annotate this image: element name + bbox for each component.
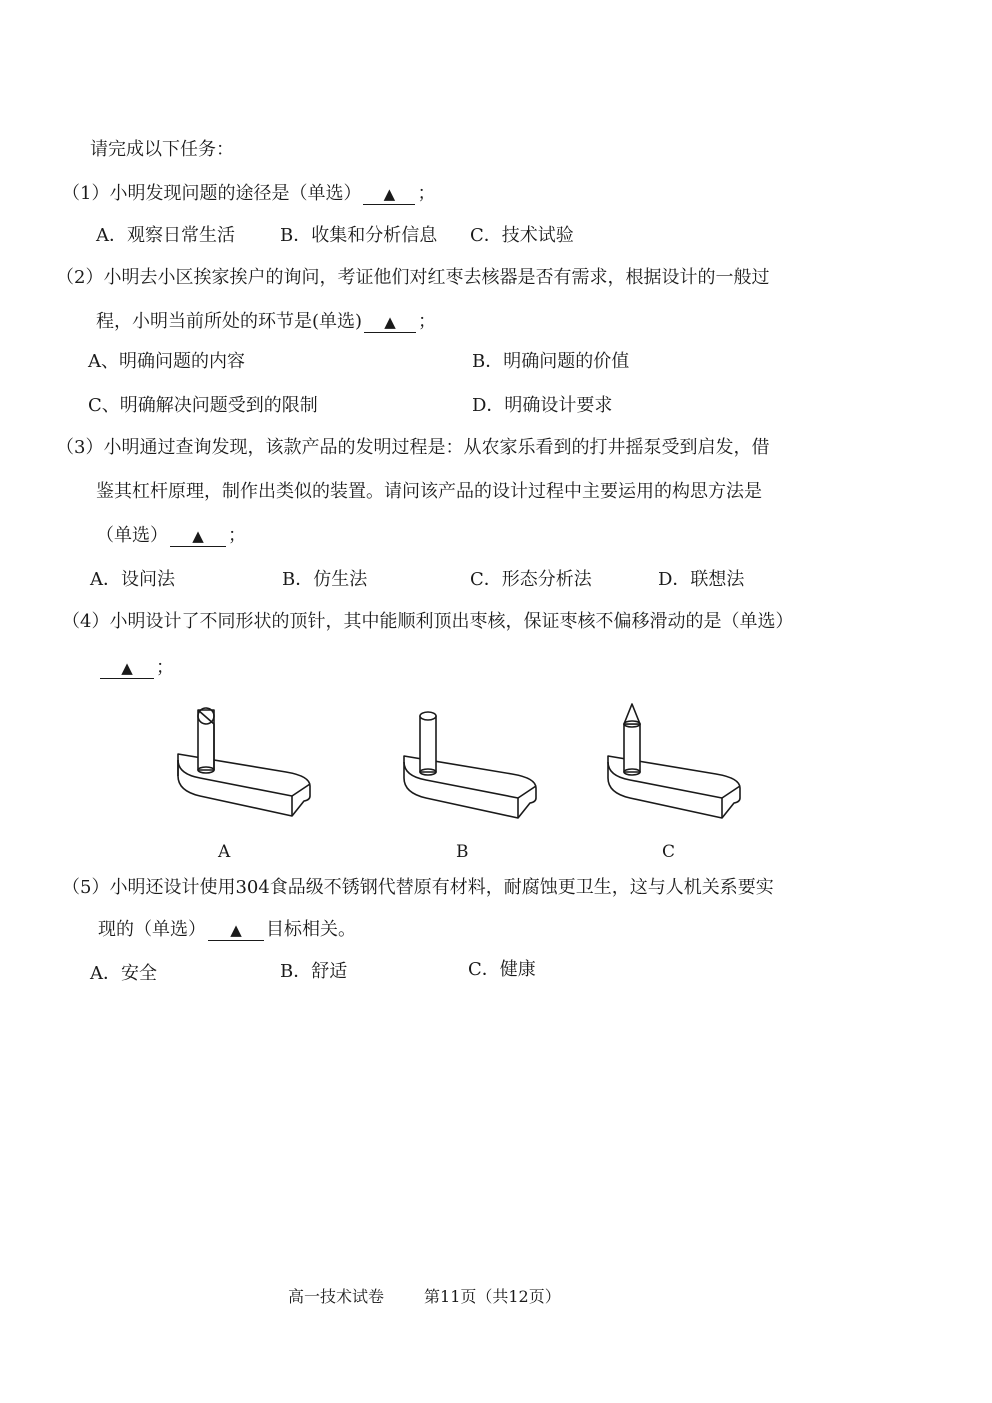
- q3-option-c[interactable]: C．形态分析法: [470, 569, 592, 590]
- q1-text: 小明发现问题的途径是（单选）: [109, 183, 362, 204]
- q3-line2: 鉴其杠杆原理，制作出类似的装置。请问该产品的设计过程中主要运用的构思方法是: [96, 481, 762, 502]
- q5-option-a[interactable]: A．安全: [90, 963, 157, 984]
- thimble-figure-a[interactable]: [170, 696, 320, 824]
- footer-title: 高一技术试卷: [288, 1287, 385, 1306]
- q4-number: （4）: [62, 611, 110, 632]
- q1-number: （1）: [62, 183, 110, 204]
- q5-line2-row: [98, 918, 356, 942]
- q1-option-b[interactable]: B．收集和分析信息: [280, 225, 438, 246]
- question-5: [62, 876, 774, 900]
- q2-option-c[interactable]: C、明确解决问题受到的限制: [88, 395, 318, 416]
- q4-blank-row: ▲ ；: [98, 656, 174, 680]
- q5-line1: 小明还设计使用304食品级不锈钢代替原有材料，耐腐蚀更卫生，这与人机关系要实: [109, 877, 774, 898]
- triangle-icon: ▲: [121, 659, 133, 677]
- q2-option-d[interactable]: D．明确设计要求: [472, 395, 613, 416]
- q5-line2b: 目标相关。: [266, 919, 356, 940]
- q3-number: （3）: [56, 437, 104, 458]
- question-1: （1）小明发现问题的途径是（单选） ▲ ；: [62, 183, 436, 204]
- q3-line3: （单选）: [96, 525, 168, 546]
- q2-line2-row: 程，小明当前所处的环节是(单选) ▲ ；: [96, 311, 437, 332]
- figure-label-c: C: [662, 842, 676, 862]
- q2-option-a[interactable]: A、明确问题的内容: [88, 351, 245, 372]
- thimble-figure-b[interactable]: [396, 706, 546, 826]
- q2-number: （2）: [56, 267, 104, 288]
- q4-answer-blank[interactable]: [100, 658, 154, 679]
- q2-answer-blank[interactable]: [364, 312, 416, 333]
- q2-line1: 小明去小区挨家挨户的询问，考证他们对红枣去核器是否有需求，根据设计的一般过: [103, 267, 770, 288]
- q1-option-a[interactable]: A．观察日常生活: [96, 225, 235, 246]
- triangle-icon: ▲: [230, 921, 242, 939]
- q3-line3-row: （单选） ▲ ；: [96, 525, 246, 546]
- question-4: [62, 610, 793, 634]
- thimble-figure-c[interactable]: [600, 700, 750, 826]
- q3-line1: 小明通过查询发现，该款产品的发明过程是：从农家乐看到的打井摇泵受到启发，借: [103, 437, 770, 458]
- q5-option-b[interactable]: B．舒适: [280, 961, 348, 982]
- q2-line2: 程，小明当前所处的环节是(单选): [96, 311, 363, 332]
- question-3: [56, 436, 769, 460]
- figure-label-a: A: [218, 842, 231, 862]
- q5-number: （5）: [62, 877, 110, 898]
- question-2: [56, 266, 769, 290]
- q2-option-b[interactable]: B．明确问题的价值: [472, 351, 630, 372]
- q1-answer-blank[interactable]: [363, 184, 415, 205]
- q3-option-a[interactable]: A．设问法: [90, 569, 175, 590]
- q1-option-c[interactable]: C．技术试验: [470, 225, 574, 246]
- triangle-icon: ▲: [384, 313, 396, 331]
- triangle-icon: ▲: [383, 185, 396, 203]
- page-footer: [288, 1284, 601, 1307]
- intro-text: 请完成以下任务：: [90, 139, 234, 160]
- figure-label-b: B: [456, 842, 469, 862]
- q4-line1: 小明设计了不同形状的顶针，其中能顺利顶出枣核，保证枣核不偏移滑动的是（单选）: [109, 611, 794, 632]
- triangle-icon: ▲: [192, 527, 204, 545]
- q5-line2a: 现的（单选）: [98, 919, 206, 940]
- footer-page-number: 第11页（共12页）: [424, 1287, 561, 1306]
- q5-answer-blank[interactable]: [208, 920, 264, 941]
- q3-option-b[interactable]: B．仿生法: [282, 569, 368, 590]
- q5-option-c[interactable]: C．健康: [468, 959, 536, 980]
- q3-answer-blank[interactable]: [170, 526, 226, 547]
- q3-option-d[interactable]: D．联想法: [658, 569, 745, 590]
